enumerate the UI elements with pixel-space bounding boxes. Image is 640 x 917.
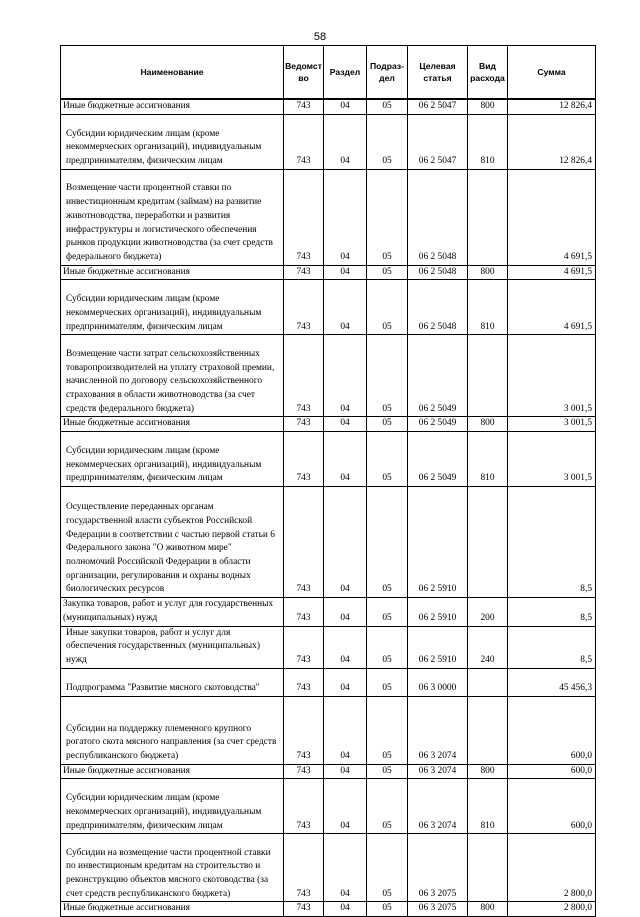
table-row (61, 626, 596, 668)
cell-ministry: 743 (284, 696, 324, 764)
cell-subsection: 05 (367, 626, 408, 668)
cell-subsection: 05 (367, 99, 408, 114)
cell-section: 04 (324, 265, 367, 280)
cell-section: 04 (324, 99, 367, 114)
cell-sum: 4 691,5 (508, 280, 596, 335)
cell-section: 04 (324, 696, 367, 764)
cell-target: 06 2 5910 (408, 487, 468, 598)
cell-subsection: 05 (367, 487, 408, 598)
cell-ministry: 743 (284, 834, 324, 902)
cell-target: 06 2 5048 (408, 265, 468, 280)
cell-expense: 200 (468, 598, 508, 626)
cell-name: Субсидии юридическим лицам (кроме некоммерческих организаций), индивидуальным предпринимателям, физическим лицам (61, 779, 284, 834)
cell-ministry: 743 (284, 764, 324, 779)
cell-name: Иные бюджетные ассигнования (61, 764, 284, 779)
cell-name: Субсидии юридическим лицам (кроме некоммерческих организаций), индивидуальным предпринимателям, физическим лицам (61, 114, 284, 169)
cell-ministry: 743 (284, 668, 324, 696)
cell-name: Субсидии на поддержку племенного крупного рогатого скота мясного направления (за счет средств республиканского бюджета) (61, 696, 284, 764)
cell-section: 04 (324, 335, 367, 417)
cell-subsection: 05 (367, 417, 408, 432)
cell-expense (468, 169, 508, 265)
cell-name: Субсидии юридическим лицам (кроме некоммерческих организаций), индивидуальным предпринимателям, физическим лицам (61, 432, 284, 487)
cell-target: 06 2 5048 (408, 280, 468, 335)
cell-sum: 4 691,5 (508, 265, 596, 280)
header-expense: Вид расхода (468, 46, 508, 100)
cell-expense: 810 (468, 432, 508, 487)
cell-section: 04 (324, 598, 367, 626)
cell-target: 06 2 5910 (408, 626, 468, 668)
cell-expense: 810 (468, 280, 508, 335)
table-header (61, 46, 596, 100)
cell-sum: 3 001,5 (508, 335, 596, 417)
cell-subsection: 05 (367, 169, 408, 265)
table-row (61, 114, 596, 169)
cell-sum: 2 800,0 (508, 902, 596, 917)
cell-target: 06 2 5049 (408, 432, 468, 487)
cell-sum: 600,0 (508, 696, 596, 764)
cell-sum: 8,5 (508, 598, 596, 626)
page-number: 58 (313, 31, 327, 43)
cell-subsection: 05 (367, 265, 408, 280)
cell-name: Подпрограмма "Развитие мясного скотоводства" (61, 668, 284, 696)
cell-target: 06 3 0000 (408, 668, 468, 696)
cell-expense: 240 (468, 626, 508, 668)
cell-subsection: 05 (367, 114, 408, 169)
cell-name: Иные бюджетные ассигнования (61, 902, 284, 917)
cell-expense (468, 487, 508, 598)
cell-name: Закупка товаров, работ и услуг для государственных (муниципальных) нужд (61, 598, 284, 626)
cell-subsection: 05 (367, 902, 408, 917)
cell-target: 06 2 5047 (408, 99, 468, 114)
cell-section: 04 (324, 834, 367, 902)
cell-expense (468, 335, 508, 417)
cell-section: 04 (324, 902, 367, 917)
cell-section: 04 (324, 417, 367, 432)
cell-name: Иные бюджетные ассигнования (61, 265, 284, 280)
cell-section: 04 (324, 114, 367, 169)
cell-section: 04 (324, 169, 367, 265)
cell-sum: 2 800,0 (508, 834, 596, 902)
cell-section: 04 (324, 626, 367, 668)
table-row (61, 779, 596, 834)
cell-name: Иные закупки товаров, работ и услуг для обеспечения государственных (муниципальных) нужд (61, 626, 284, 668)
cell-ministry: 743 (284, 114, 324, 169)
cell-sum: 600,0 (508, 779, 596, 834)
cell-target: 06 3 2074 (408, 696, 468, 764)
cell-sum: 4 691,5 (508, 169, 596, 265)
cell-sum: 600,0 (508, 764, 596, 779)
cell-name: Иные бюджетные ассигнования (61, 417, 284, 432)
cell-subsection: 05 (367, 779, 408, 834)
cell-expense: 800 (468, 417, 508, 432)
cell-sum: 3 001,5 (508, 432, 596, 487)
table-row (61, 280, 596, 335)
header-target: Целевая статья (408, 46, 468, 100)
cell-section: 04 (324, 432, 367, 487)
cell-sum: 3 001,5 (508, 417, 596, 432)
header-subsection: Подраз- дел (367, 46, 408, 100)
cell-name: Иные бюджетные ассигнования (61, 99, 284, 114)
cell-expense: 800 (468, 902, 508, 917)
cell-target: 06 2 5048 (408, 169, 468, 265)
cell-expense (468, 668, 508, 696)
header-ministry: Ведомст во (284, 46, 324, 100)
cell-ministry: 743 (284, 417, 324, 432)
cell-target: 06 3 2074 (408, 779, 468, 834)
cell-section: 04 (324, 764, 367, 779)
table-row (61, 668, 596, 696)
cell-ministry: 743 (284, 487, 324, 598)
cell-expense: 810 (468, 779, 508, 834)
table-row (61, 902, 596, 917)
cell-target: 06 3 2075 (408, 902, 468, 917)
cell-name: Субсидии юридическим лицам (кроме некоммерческих организаций), индивидуальным предпринимателям, физическим лицам (61, 280, 284, 335)
cell-section: 04 (324, 487, 367, 598)
cell-ministry: 743 (284, 99, 324, 114)
cell-ministry: 743 (284, 902, 324, 917)
cell-sum: 12 826,4 (508, 99, 596, 114)
cell-expense: 800 (468, 764, 508, 779)
cell-subsection: 05 (367, 696, 408, 764)
cell-sum: 12 826,4 (508, 114, 596, 169)
cell-ministry: 743 (284, 626, 324, 668)
table-row (61, 169, 596, 265)
table-row (61, 417, 596, 432)
cell-expense: 810 (468, 114, 508, 169)
cell-name: Субсидии на возмещение части процентной ставки по инвестиционым кредитам на строительство и реконструкцию объектов мясного скотоводства (за счет средств республиканского бюджета) (61, 834, 284, 902)
cell-section: 04 (324, 779, 367, 834)
cell-section: 04 (324, 280, 367, 335)
cell-target: 06 3 2075 (408, 834, 468, 902)
cell-ministry: 743 (284, 169, 324, 265)
cell-target: 06 3 2074 (408, 764, 468, 779)
cell-sum: 45 456,3 (508, 668, 596, 696)
header-section: Раздел (324, 46, 367, 100)
cell-subsection: 05 (367, 598, 408, 626)
cell-ministry: 743 (284, 265, 324, 280)
cell-name: Возмещение части процентной ставки по инвестиционным кредитам (займам) на развитие животноводства, переработки и развития инфраструктуры и логистического обеспечения рынков продукции животноводства (за счет средств федерального бюджета) (61, 169, 284, 265)
cell-sum: 8,5 (508, 487, 596, 598)
budget-table (60, 45, 596, 917)
table-row (61, 834, 596, 902)
cell-subsection: 05 (367, 834, 408, 902)
cell-ministry: 743 (284, 335, 324, 417)
cell-expense (468, 696, 508, 764)
cell-subsection: 05 (367, 668, 408, 696)
table-row (61, 99, 596, 114)
cell-ministry: 743 (284, 598, 324, 626)
cell-target: 06 2 5047 (408, 114, 468, 169)
cell-expense: 800 (468, 265, 508, 280)
table-row (61, 432, 596, 487)
table-row (61, 265, 596, 280)
cell-expense (468, 834, 508, 902)
cell-expense: 800 (468, 99, 508, 114)
header-name: Наименование (61, 46, 284, 100)
cell-subsection: 05 (367, 764, 408, 779)
cell-name: Возмещение части затрат сельскохозяйственных товаропроизводителей на уплату страховой премии, начисленной по договору сельскохозяйственного страхования в области животноводства (за счет средств федерального бюджета) (61, 335, 284, 417)
cell-target: 06 2 5910 (408, 598, 468, 626)
table-row (61, 335, 596, 417)
cell-sum: 8,5 (508, 626, 596, 668)
cell-ministry: 743 (284, 280, 324, 335)
cell-target: 06 2 5049 (408, 417, 468, 432)
header-sum: Сумма (508, 46, 596, 100)
cell-ministry: 743 (284, 432, 324, 487)
cell-name: Осуществление переданных органам государственной власти субъектов Российской Федерации в соответствии с частью первой статьи 6 Федерального закона "О животном мире" полномочий Российской Федерации в области организации, регулирования и охраны водных биологических ресурсов (61, 487, 284, 598)
cell-subsection: 05 (367, 335, 408, 417)
cell-subsection: 05 (367, 280, 408, 335)
cell-section: 04 (324, 668, 367, 696)
table-row (61, 598, 596, 626)
cell-target: 06 2 5049 (408, 335, 468, 417)
cell-ministry: 743 (284, 779, 324, 834)
cell-subsection: 05 (367, 432, 408, 487)
table-row (61, 696, 596, 764)
table-row (61, 764, 596, 779)
table-row (61, 487, 596, 598)
